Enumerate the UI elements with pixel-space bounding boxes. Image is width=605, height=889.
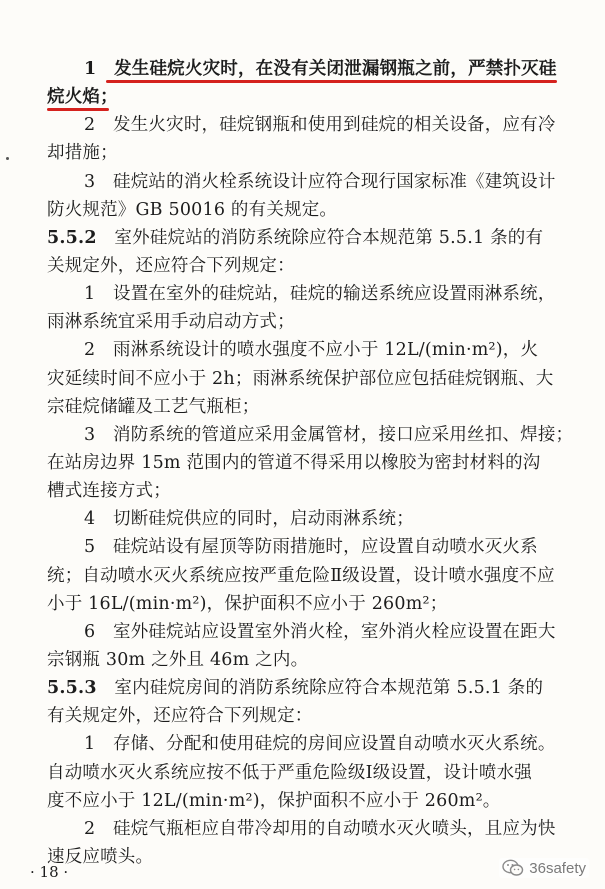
section-number: 5.5.3 bbox=[47, 678, 97, 698]
text-line: 有关规定外，还应符合下列规定： bbox=[47, 706, 313, 726]
highlight-underline-2 bbox=[47, 108, 109, 111]
text-line: 宗硅烷储罐及工艺气瓶柜； bbox=[47, 397, 260, 417]
text-line: 5.5.2 室外硅烷站的消防系统除应符合本规范第 5.5.1 条的有 bbox=[47, 228, 544, 248]
text-line: 雨淋系统宜采用手动启动方式； bbox=[47, 312, 295, 332]
text-line: 5 硅烷站设有屋顶等防雨措施时，应设置自动喷水灭火系 bbox=[84, 537, 538, 557]
text-line: 1 设置在室外的硅烷站，硅烷的输送系统应设置雨淋系统， bbox=[84, 284, 556, 304]
text-line: 速反应喷头。 bbox=[47, 847, 154, 867]
text-line: 小于 16L/(min·m²)，保护面积不应小于 260m²； bbox=[47, 594, 448, 614]
text-line: 关规定外，还应符合下列规定： bbox=[47, 256, 295, 276]
text-line: 在站房边界 15m 范围内的管道不得采用以橡胶为密封材料的沟 bbox=[47, 453, 541, 473]
page-number: · 18 · bbox=[30, 863, 69, 881]
text-line: 1 存储、分配和使用硅烷的房间应设置自动喷水灭火系统。 bbox=[84, 734, 556, 754]
text-line: 度不应小于 12L/(min·m²)，保护面积不应小于 260m²。 bbox=[47, 791, 501, 811]
watermark-text: 36safety bbox=[529, 859, 586, 877]
text-line: 1 发生硅烷火灾时，在没有关闭泄漏钢瓶之前，严禁扑灭硅 bbox=[84, 59, 557, 79]
wechat-logo-icon bbox=[502, 859, 524, 877]
section-number: 5.5.2 bbox=[47, 228, 97, 248]
watermark bbox=[499, 858, 589, 878]
text-line: 宗钢瓶 30m 之外且 46m 之内。 bbox=[47, 650, 309, 670]
text-line: 槽式连接方式； bbox=[47, 481, 171, 501]
highlight-underline-1 bbox=[106, 80, 557, 83]
text-line: 统；自动喷水灭火系统应按严重危险Ⅱ级设置，设计喷水强度不应 bbox=[47, 566, 555, 586]
text-line: 灾延续时间不应小于 2h；雨淋系统保护部位应包括硅烷钢瓶、大 bbox=[47, 369, 554, 389]
text-line: 5.5.3 室内硅烷房间的消防系统除应符合本规范第 5.5.1 条的 bbox=[47, 678, 544, 698]
text-line: 2 发生火灾时，硅烷钢瓶和使用到硅烷的相关设备，应有冷 bbox=[84, 115, 556, 135]
text-line: 3 硅烷站的消火栓系统设计应符合现行国家标准《建筑设计 bbox=[84, 172, 556, 192]
text-line: 4 切断硅烷供应的同时，启动雨淋系统； bbox=[84, 509, 414, 529]
text-line: 3 消防系统的管道应采用金属管材，接口应采用丝扣、焊接； bbox=[84, 425, 574, 445]
text-line: 防火规范》GB 50016 的有关规定。 bbox=[47, 200, 338, 220]
text-line: 6 室外硅烷站应设置室外消火栓，室外消火栓应设置在距大 bbox=[84, 622, 556, 642]
text-line: 却措施； bbox=[47, 143, 118, 163]
text-line: 2 雨淋系统设计的喷水强度不应小于 12L/(min·m²)，火 bbox=[84, 340, 539, 360]
text-line: 烷火焰； bbox=[47, 87, 118, 107]
speck-mark bbox=[6, 157, 9, 160]
text-line: 自动喷水灭火系统应按不低于严重危险级Ⅰ级设置，设计喷水强 bbox=[47, 763, 533, 783]
text-line: 2 硅烷气瓶柜应自带冷却用的自动喷水灭火喷头，且应为快 bbox=[84, 819, 556, 839]
